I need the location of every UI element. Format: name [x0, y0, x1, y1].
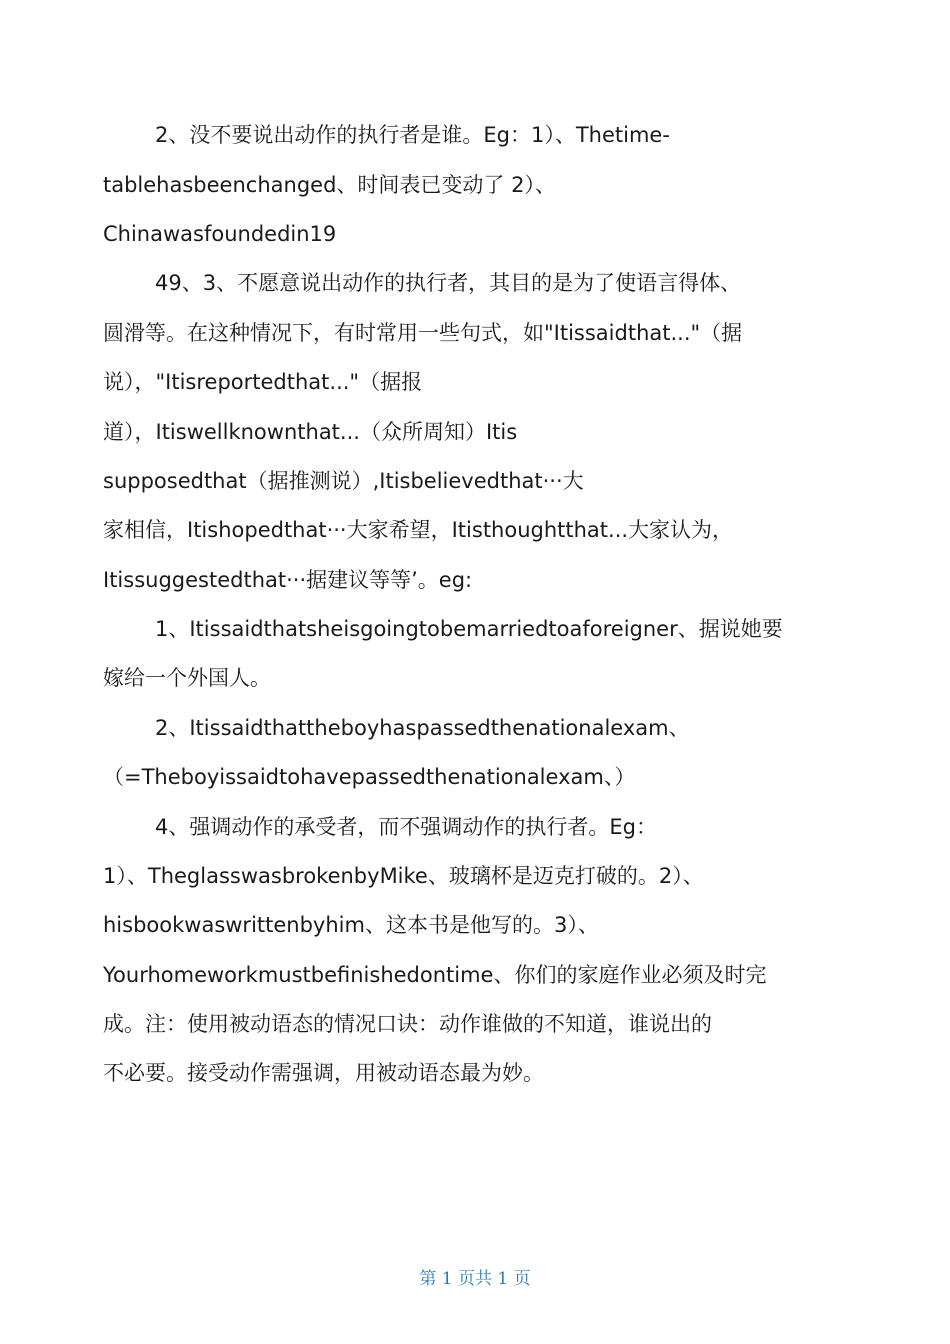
text-line: 2、Itissaidthattheboyhaspassedthenationalexam、 [155, 716, 690, 740]
text-line: 嫁给一个外国人。 [103, 666, 271, 690]
text-line: 家相信，Itishopedthat···大家希望，Itisthoughtthat...大家认为， [103, 518, 734, 542]
text-line: tablehasbeenchanged、时间表已变动了 2）、 [103, 173, 556, 197]
text-line: 不必要。接受动作需强调，用被动语态最为妙。 [103, 1061, 544, 1085]
text-line: Itissuggestedthat···据建议等等’。eg: [103, 568, 473, 592]
text-line: 4、强调动作的承受者，而不强调动作的执行者。Eg： [155, 815, 657, 839]
text-line: 1）、TheglasswasbrokenbyMike、玻璃杯是迈克打破的。2）、 [103, 864, 704, 888]
text-line: 说），"Itisreportedthat..."（据报 [103, 370, 423, 394]
text-line: 成。注：使用被动语态的情况口诀：动作谁做的不知道，谁说出的 [103, 1012, 712, 1036]
text-line: supposedthat（据推测说）,Itisbelievedthat···大 [103, 469, 584, 493]
page-number-footer: 第 1 页共 1 页 [419, 1269, 531, 1289]
text-line: 2、没不要说出动作的执行者是谁。Eg：1）、Thetime- [155, 123, 670, 147]
text-line: hisbookwaswrittenbyhim、这本书是他写的。3）、 [103, 913, 599, 937]
text-line: Chinawasfoundedin19 [103, 222, 337, 246]
text-line: 1、Itissaidthatsheisgoingtobemarriedtoaforeigner、据说她要 [155, 617, 783, 641]
text-line: 49、3、不愿意说出动作的执行者，其目的是为了使语言得体、 [155, 271, 742, 295]
text-line: Yourhomeworkmustbefinishedontime、你们的家庭作业必须及时完 [103, 963, 767, 987]
text-line: 道），Itiswellknownthat...（众所周知）Itis [103, 420, 518, 444]
text-line: （=Theboyissaidtohavepassedthenationalexam、） [103, 765, 636, 789]
text-line: 圆滑等。在这种情况下，有时常用一些句式，如"Itissaidthat..."（据 [103, 321, 743, 345]
